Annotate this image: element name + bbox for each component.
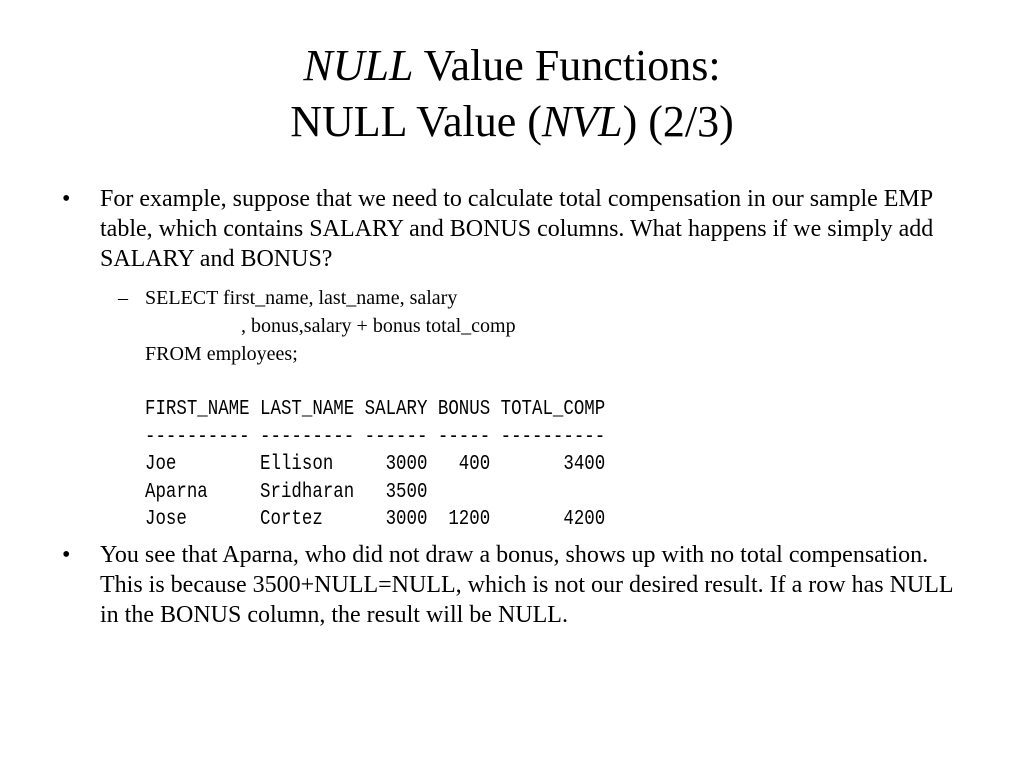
title-null-italic: NULL — [303, 41, 414, 90]
sql-line-columns: , bonus,salary + bonus total_comp — [241, 315, 516, 337]
query-result-table — [145, 396, 605, 534]
bullet-marker: • — [62, 186, 71, 212]
result-row: Joe Ellison 3000 400 3400 — [145, 453, 606, 476]
title-line-2-pre: NULL Value ( — [290, 97, 542, 146]
bullet-item-2 — [62, 540, 972, 630]
sub-item-sql — [118, 284, 918, 368]
result-row: Jose Cortez 3000 1200 4200 — [145, 508, 606, 531]
title-line-1 — [0, 38, 1024, 94]
title-line-2 — [0, 94, 1024, 150]
title-nvl-italic: NVL — [541, 97, 623, 146]
slide-title — [0, 38, 1024, 150]
sql-line-select: SELECT first_name, last_name, salary — [145, 287, 458, 309]
bullet-text: You see that Aparna, who did not draw a bonus, shows up with no total compensation. This is because 3500+NULL=NULL, which is not our desired result. If a row has NULL in the BONUS column, the result will be NULL. — [100, 542, 953, 628]
result-header: FIRST_NAME LAST_NAME SALARY BONUS TOTAL_COMP — [145, 398, 606, 421]
bullet-text: For example, suppose that we need to calculate total compensation in our sample EMP table, which contains SALARY and BONUS columns. What happens if we simply add SALARY and BONUS? — [100, 186, 934, 272]
sub-bullet-marker: – — [118, 287, 128, 309]
title-line-2-post: ) (2/3) — [622, 97, 734, 146]
bullet-marker: • — [62, 542, 71, 568]
sql-query — [145, 284, 918, 368]
sql-line-from: FROM employees; — [145, 343, 298, 365]
bullet-item-1 — [62, 184, 972, 274]
title-line-1-rest: Value Functions: — [413, 41, 721, 90]
result-row: Aparna Sridharan 3500 — [145, 480, 428, 504]
result-separator: ---------- --------- ------ ----- ---------- — [145, 425, 606, 449]
